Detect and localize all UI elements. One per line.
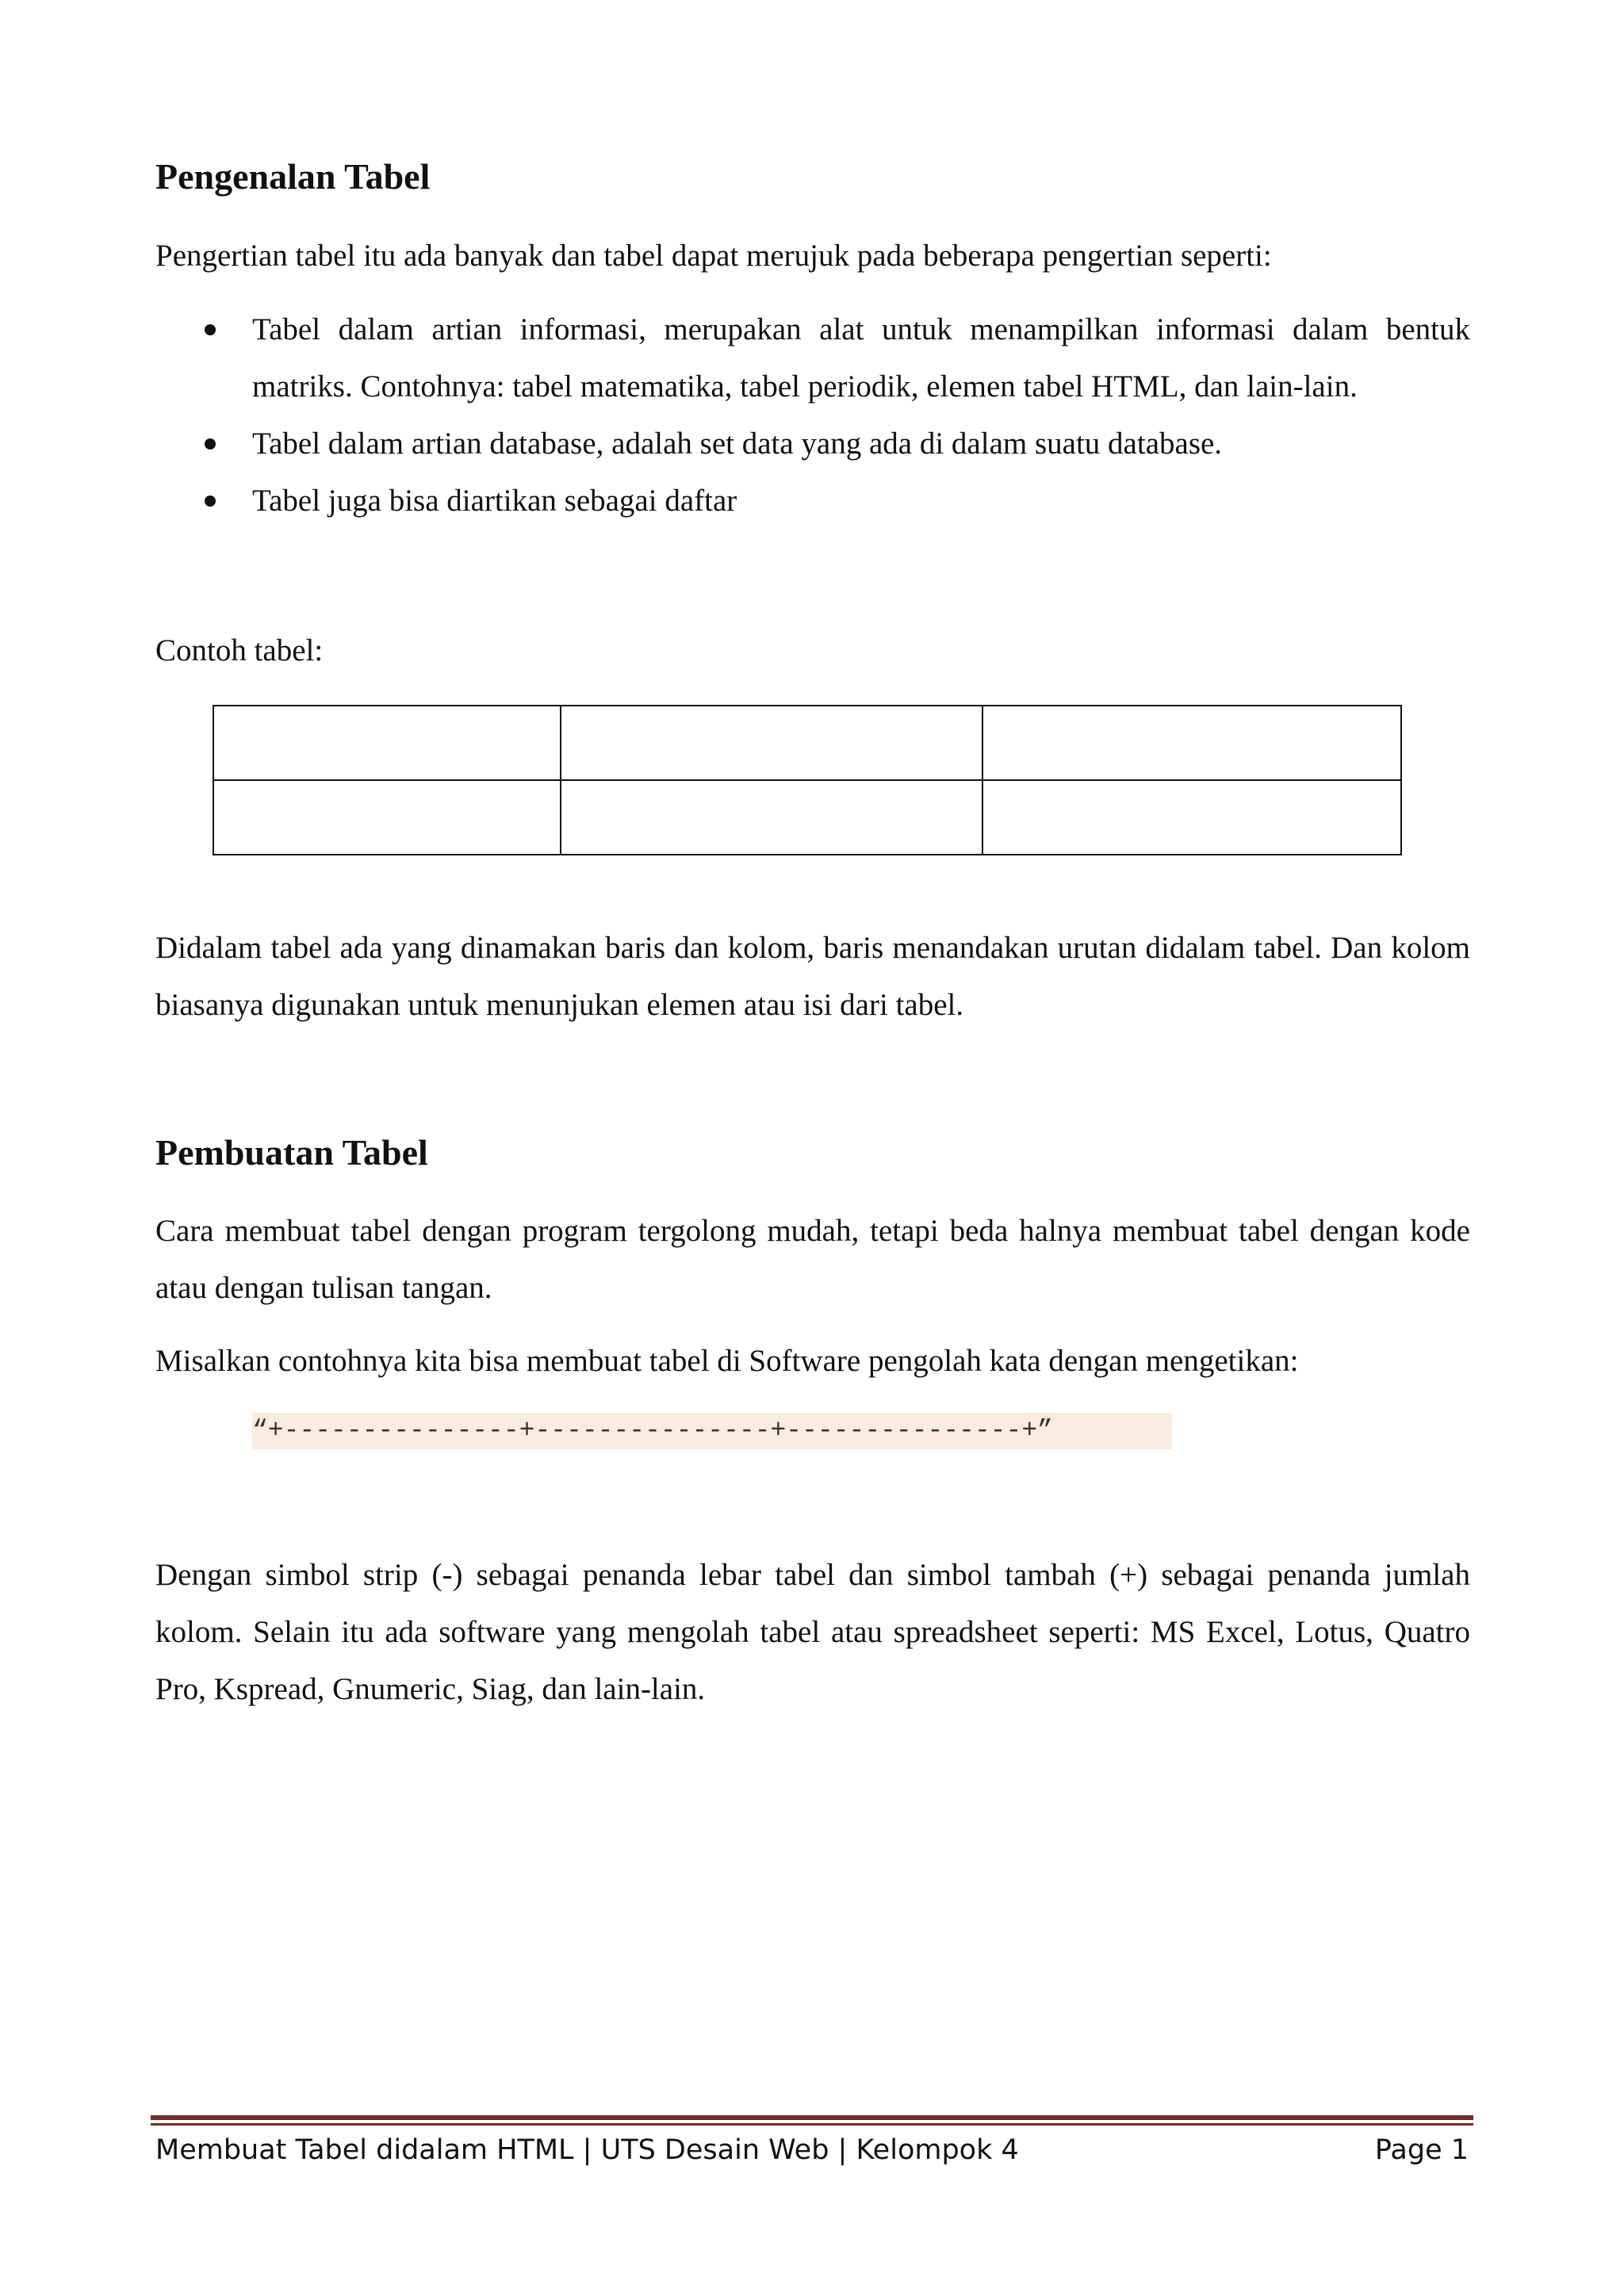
symbols-paragraph: Dengan simbol strip (-) sebagai penanda lebar tabel dan simbol tambah (+) sebagai penanda jumlah kolom. Selain itu ada software yang mengolah tabel atau spreadsheet seperti: MS Excel, Lotus, Quatro Pro, Kspread, Gnumeric, Siag, dan lain-lain. [155,1558,1470,1706]
list-item [155,415,1470,473]
list-item [155,301,1470,415]
example-intro-paragraph: Misalkan contohnya kita bisa membuat tabel di Software pengolah kata dengan mengetikan: [155,1344,1299,1378]
list-item-text: Tabel dalam artian informasi, merupakan alat untuk menampilkan informasi dalam bentuk matriks. Contohnya: tabel matematika, tabel periodik, elemen tabel HTML, dan lain-lain. [252,312,1470,404]
code-snippet: “+---------------+---------------+---------------+” [252,1413,1172,1449]
footer-title: Membuat Tabel didalam HTML | UTS Desain Web | Kelompok 4 [155,2134,1019,2166]
page-number: Page 1 [1374,2134,1469,2166]
footer-divider-thin [151,2123,1473,2126]
bullet-icon [205,438,216,450]
footer-divider [151,2115,1473,2120]
table-row [213,780,1401,855]
table-cell [982,780,1401,855]
bullet-icon [205,324,216,335]
table-cell [561,780,982,855]
table-cell [561,706,982,780]
table-cell [982,706,1401,780]
creation-paragraph: Cara membuat tabel dengan program tergolong mudah, tetapi beda halnya membuat tabel dengan kode atau dengan tulisan tangan. [155,1214,1470,1305]
table-row [213,706,1401,780]
list-item-text: Tabel dalam artian database, adalah set data yang ada di dalam suatu database. [252,427,1223,461]
table-cell [213,706,561,780]
example-table [213,705,1402,855]
bullet-icon [205,496,216,507]
example-label: Contoh tabel: [155,633,324,668]
list-item [155,473,1470,530]
list-item-text: Tabel juga bisa diartikan sebagai daftar [252,484,737,518]
table-cell [213,780,561,855]
definition-list [155,301,1470,530]
table-description: Didalam tabel ada yang dinamakan baris dan kolom, baris menandakan urutan didalam tabel. Dan kolom biasanya digunakan untuk menunjukan elemen atau isi dari tabel. [155,931,1470,1022]
section-title-pembuatan: Pembuatan Tabel [155,1132,428,1173]
intro-paragraph: Pengertian tabel itu ada banyak dan tabel dapat merujuk pada beberapa pengertian seperti: [155,239,1272,273]
section-title-pengenalan: Pengenalan Tabel [155,156,431,197]
